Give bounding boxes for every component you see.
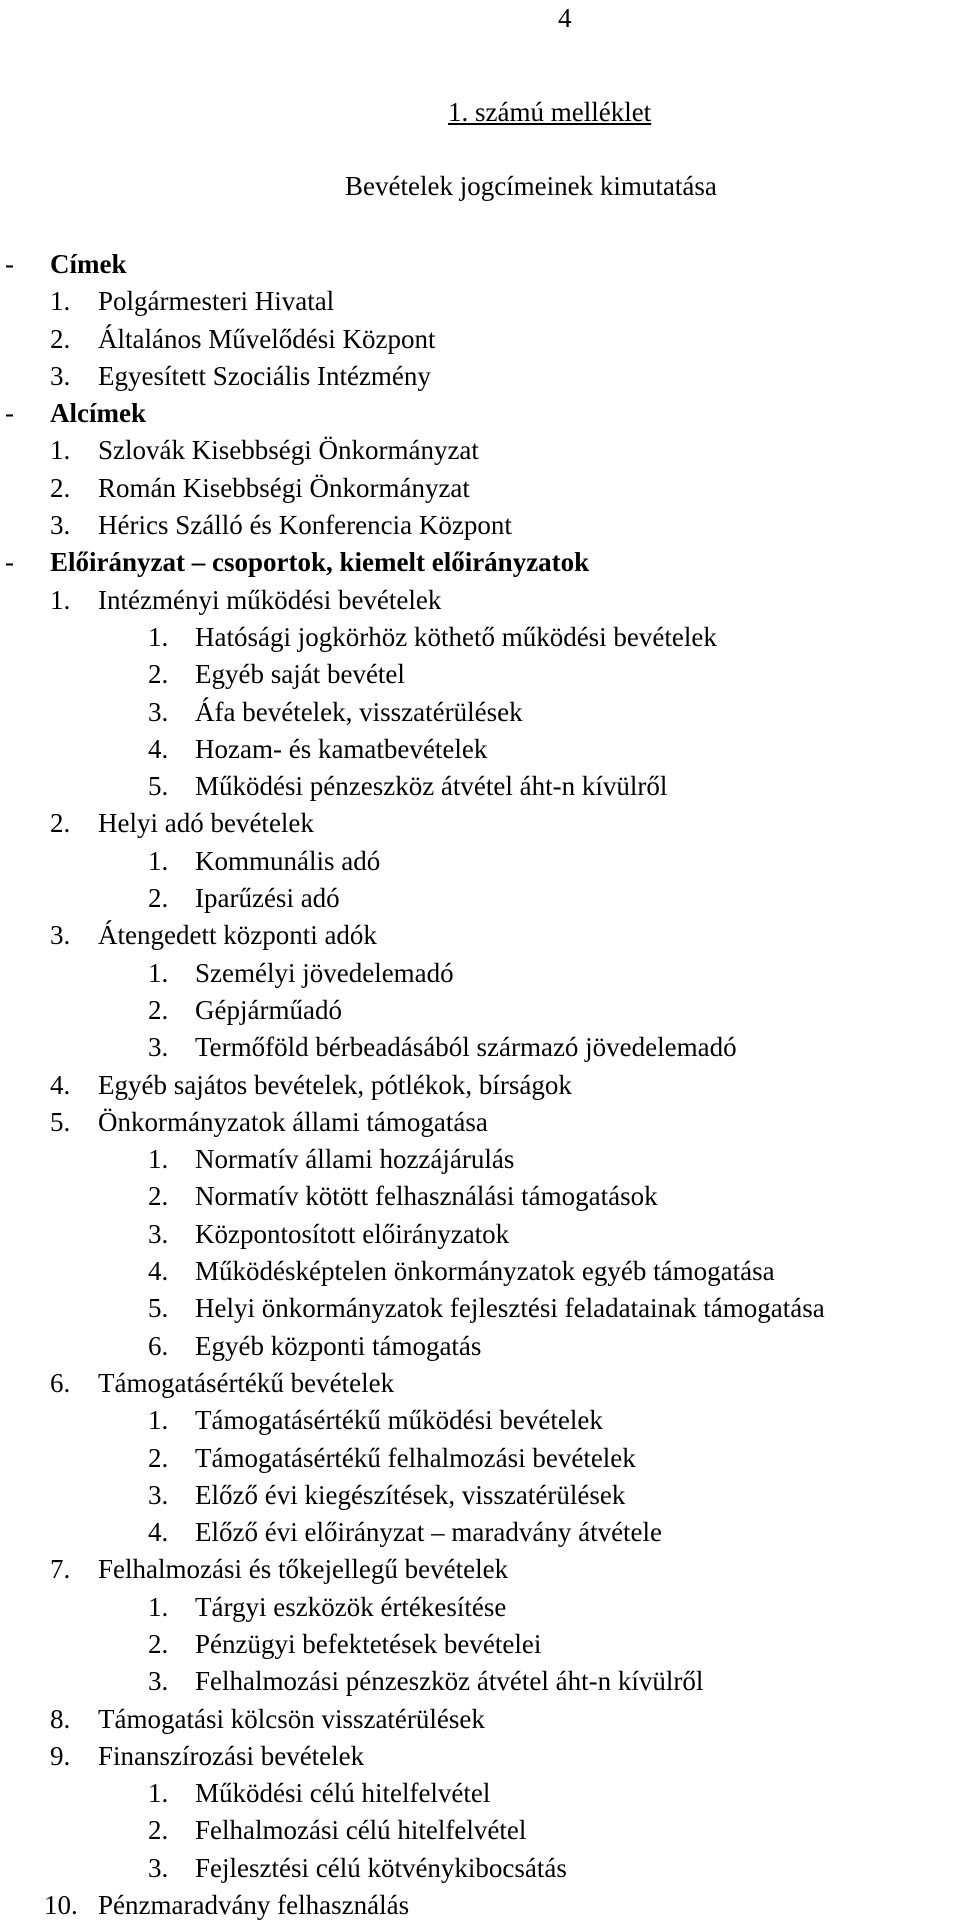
list-item-marker: 2. (148, 1815, 169, 1846)
list-item-marker: 1. (148, 957, 169, 988)
list-item (0, 957, 960, 994)
list-item (0, 770, 960, 807)
list-item-label: Szlovák Kisebbségi Önkormányzat (98, 435, 479, 466)
list-item-label: Hérics Szálló és Konferencia Központ (98, 510, 512, 541)
list-item-label: Egyéb központi támogatás (195, 1330, 482, 1361)
list-item-marker: 1. (50, 286, 71, 317)
list-item-label: Polgármesteri Hivatal (98, 286, 335, 317)
list-item (0, 1852, 960, 1889)
list-item-marker: 4. (50, 1069, 71, 1100)
list-item-marker: 3. (50, 920, 71, 951)
list-item-marker: 3. (148, 1218, 169, 1249)
list-item-marker: 1. (50, 435, 71, 466)
list-item-label: Helyi adó bevételek (98, 808, 314, 839)
list-item-label: Előirányzat – csoportok, kiemelt előirányzatok (50, 547, 590, 578)
list-item (0, 1479, 960, 1516)
list-item (0, 509, 960, 546)
list-item-label: Egyesített Szociális Intézmény (98, 360, 431, 391)
list-item-label: Kommunális adó (195, 845, 381, 876)
list-item-label: Gépjárműadó (195, 994, 342, 1025)
list-item (0, 360, 960, 397)
list-item-marker: 10. (44, 1890, 78, 1921)
list-item-label: Iparűzési adó (195, 883, 340, 914)
list-item (0, 434, 960, 471)
list-item-marker: 7. (50, 1554, 71, 1585)
list-item-marker: 3. (148, 1479, 169, 1510)
list-item (0, 584, 960, 621)
list-item-marker: 3. (148, 1666, 169, 1697)
list-item (0, 1180, 960, 1217)
list-item (0, 1330, 960, 1367)
annex-title: 1. számú melléklet (448, 97, 652, 127)
list-item-marker: 2. (50, 323, 71, 354)
section-heading (0, 397, 960, 434)
list-item-label: Fejlesztési célú kötvénykibocsátás (195, 1852, 567, 1883)
list-item (0, 733, 960, 770)
list-item-label: Termőföld bérbeadásából származó jövedelemadó (195, 1032, 737, 1063)
list-item-marker: 5. (148, 771, 169, 802)
list-item (0, 882, 960, 919)
list-item-marker: 1. (148, 845, 169, 876)
list-item (0, 845, 960, 882)
document-title: Bevételek jogcímeinek kimutatása (345, 171, 717, 201)
list-item-label: Személyi jövedelemadó (195, 957, 454, 988)
list-item-marker: 2. (148, 659, 169, 690)
section-heading (0, 248, 960, 285)
list-item-marker: 3. (148, 696, 169, 727)
list-item-label: Címek (50, 249, 127, 279)
list-item-marker: 3. (50, 360, 71, 391)
list-item-label: Egyéb saját bevétel (195, 659, 405, 690)
list-item (0, 1143, 960, 1180)
list-item-label: Normatív állami hozzájárulás (195, 1144, 515, 1175)
list-item-label: Támogatási kölcsön visszatérülések (98, 1703, 485, 1734)
list-item-label: Finanszírozási bevételek (98, 1740, 365, 1771)
list-item-label: Áfa bevételek, visszatérülések (195, 696, 523, 727)
list-item-label: Felhalmozási pénzeszköz átvétel áht-n kívülről (195, 1666, 704, 1697)
list-item (0, 1591, 960, 1628)
list-item (0, 1703, 960, 1740)
list-item-marker: 5. (50, 1106, 71, 1137)
list-item (0, 1628, 960, 1665)
list-item (0, 472, 960, 509)
list-item-marker: 3. (50, 510, 71, 541)
list-item-label: Előző évi előirányzat – maradvány átvétele (195, 1517, 663, 1548)
list-item-marker: 2. (50, 472, 71, 503)
list-item (0, 1777, 960, 1814)
list-item-marker: 2. (148, 1628, 169, 1659)
list-item-marker: 2. (148, 1442, 169, 1473)
list-item-marker: 1. (148, 1778, 169, 1809)
list-item-marker: 3. (148, 1852, 169, 1883)
list-item-label: Egyéb sajátos bevételek, pótlékok, bírságok (98, 1069, 572, 1100)
list-item (0, 807, 960, 844)
list-item-label: Átengedett központi adók (98, 920, 377, 951)
list-item (0, 621, 960, 658)
list-item (0, 1814, 960, 1851)
list-item (0, 1069, 960, 1106)
list-item-marker: 1. (50, 584, 71, 615)
list-item-label: Támogatásértékű bevételek (98, 1367, 395, 1398)
list-item-label: Pénzügyi befektetések bevételei (195, 1628, 542, 1659)
list-item-marker: 4. (148, 733, 169, 764)
list-item-label: Hozam- és kamatbevételek (195, 733, 488, 764)
list-item-marker: 1. (148, 1591, 169, 1622)
list-item (0, 696, 960, 733)
list-item-marker: 8. (50, 1703, 71, 1734)
list-item-marker: - (5, 547, 14, 578)
list-item (0, 1255, 960, 1292)
list-item-marker: 6. (148, 1330, 169, 1361)
list-item-label: Működési pénzeszköz átvétel áht-n kívülről (195, 771, 668, 802)
list-item (0, 1553, 960, 1590)
list-item (0, 1367, 960, 1404)
list-item-marker: 4. (148, 1517, 169, 1548)
list-item-label: Tárgyi eszközök értékesítése (195, 1591, 507, 1622)
page-number: 4 (558, 3, 572, 33)
list-item-label: Helyi önkormányzatok fejlesztési feladatainak támogatása (195, 1293, 825, 1324)
list-item (0, 1516, 960, 1553)
list-item-marker: 6. (50, 1367, 71, 1398)
list-item-marker: 2. (148, 1181, 169, 1212)
list-item-marker: 2. (148, 883, 169, 914)
list-item-label: Központosított előirányzatok (195, 1218, 510, 1249)
list-item (0, 285, 960, 322)
list-item-label: Pénzmaradvány felhasználás (98, 1890, 410, 1921)
list-item (0, 1031, 960, 1068)
list-item-label: Előző évi kiegészítések, visszatérülések (195, 1479, 626, 1510)
list-item-marker: 3. (148, 1032, 169, 1063)
list-item (0, 1442, 960, 1479)
list-item (0, 1665, 960, 1702)
list-item-label: Felhalmozási célú hitelfelvétel (195, 1815, 527, 1846)
list-item (0, 658, 960, 695)
list-item-label: Hatósági jogkörhöz köthető működési bevételek (195, 621, 717, 652)
list-item (0, 994, 960, 1031)
list-item-marker: 5. (148, 1293, 169, 1324)
list-item-marker: - (5, 398, 14, 429)
list-item-marker: 1. (148, 1144, 169, 1175)
list-item (0, 1404, 960, 1441)
list-item (0, 1292, 960, 1329)
list-item (0, 1218, 960, 1255)
list-item-label: Alcímek (50, 398, 146, 429)
list-item (0, 919, 960, 956)
list-item-label: Működésképtelen önkormányzatok egyéb támogatása (195, 1256, 775, 1287)
list-item-label: Támogatásértékű felhalmozási bevételek (195, 1442, 636, 1473)
list-item (0, 1106, 960, 1143)
section-heading (0, 546, 960, 583)
list-item-label: Általános Művelődési Központ (98, 323, 436, 354)
list-item-label: Felhalmozási és tőkejellegű bevételek (98, 1554, 509, 1585)
list-item-marker: 1. (148, 621, 169, 652)
revenue-category-list (0, 248, 960, 1926)
list-item-marker: 1. (148, 1405, 169, 1436)
list-item-marker: 9. (50, 1740, 71, 1771)
list-item-label: Román Kisebbségi Önkormányzat (98, 472, 470, 503)
list-item-label: Intézményi működési bevételek (98, 584, 442, 615)
list-item-marker: - (5, 249, 14, 279)
list-item (0, 323, 960, 360)
list-item-label: Normatív kötött felhasználási támogatások (195, 1181, 658, 1212)
list-item (0, 1889, 960, 1926)
list-item-marker: 4. (148, 1256, 169, 1287)
list-item-marker: 2. (148, 994, 169, 1025)
list-item (0, 1740, 960, 1777)
list-item-marker: 2. (50, 808, 71, 839)
list-item-label: Működési célú hitelfelvétel (195, 1778, 491, 1809)
list-item-label: Támogatásértékű működési bevételek (195, 1405, 603, 1436)
list-item-label: Önkormányzatok állami támogatása (98, 1106, 488, 1137)
